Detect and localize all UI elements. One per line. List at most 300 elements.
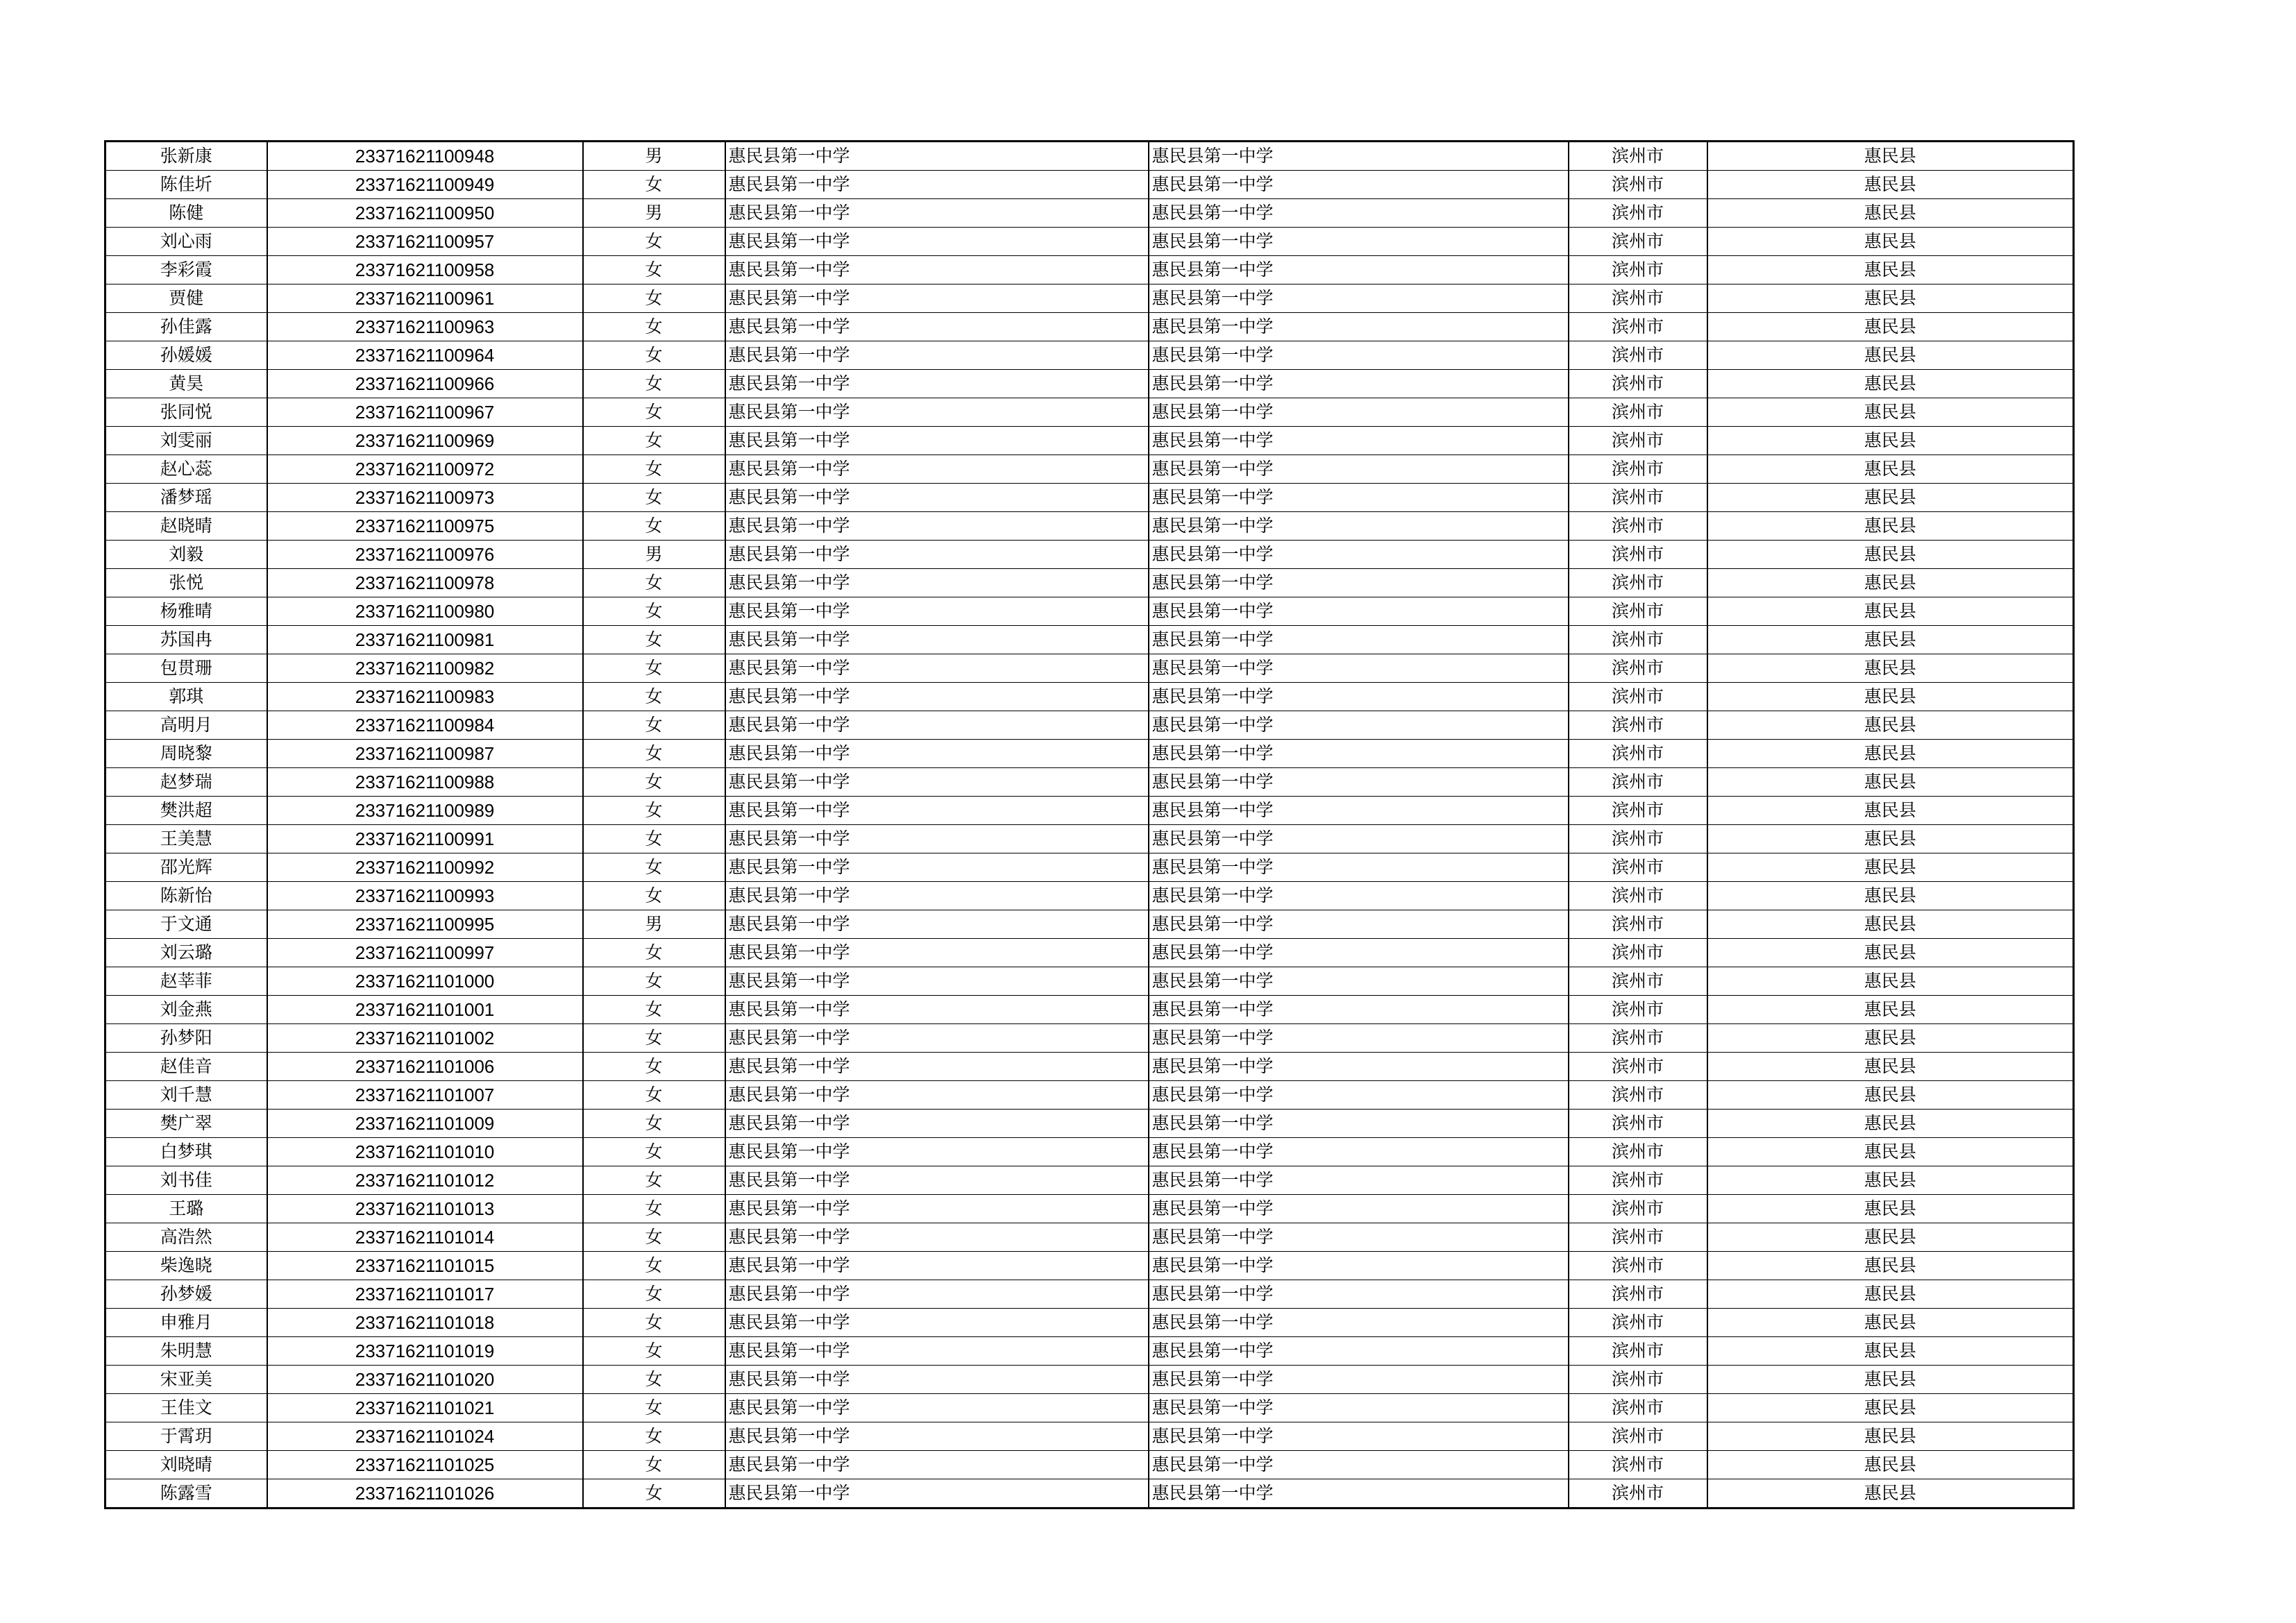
school-cell: 惠民县第一中学: [725, 853, 1149, 882]
city-cell: 滨州市: [1569, 484, 1707, 512]
registration-number-cell: 23371621100958: [267, 256, 583, 284]
table-row: [105, 427, 2074, 455]
county-cell: 惠民县: [1707, 1337, 2074, 1366]
table-row: [105, 142, 2074, 171]
county-cell: 惠民县: [1707, 1053, 2074, 1081]
student-name-cell: 刘书佳: [105, 1166, 267, 1195]
registration-number-cell: 23371621100981: [267, 626, 583, 654]
county-cell: 惠民县: [1707, 967, 2074, 996]
city-cell: 滨州市: [1569, 1223, 1707, 1252]
exam-unit-cell: 惠民县第一中学: [1149, 597, 1569, 626]
student-name-cell: 郭琪: [105, 683, 267, 711]
table-row: [105, 512, 2074, 541]
city-cell: 滨州市: [1569, 1053, 1707, 1081]
school-cell: 惠民县第一中学: [725, 484, 1149, 512]
registration-number-cell: 23371621101001: [267, 996, 583, 1024]
school-cell: 惠民县第一中学: [725, 341, 1149, 370]
exam-unit-cell: 惠民县第一中学: [1149, 1451, 1569, 1479]
student-name-cell: 赵莘菲: [105, 967, 267, 996]
county-cell: 惠民县: [1707, 1309, 2074, 1337]
table-row: [105, 939, 2074, 967]
table-row: [105, 1309, 2074, 1337]
gender-cell: 女: [583, 1394, 725, 1422]
registration-number-cell: 23371621101010: [267, 1138, 583, 1166]
school-cell: 惠民县第一中学: [725, 1479, 1149, 1509]
county-cell: 惠民县: [1707, 142, 2074, 171]
registration-number-cell: 23371621101013: [267, 1195, 583, 1223]
exam-unit-cell: 惠民县第一中学: [1149, 1053, 1569, 1081]
registration-number-cell: 23371621100988: [267, 768, 583, 797]
registration-number-cell: 23371621101026: [267, 1479, 583, 1509]
county-cell: 惠民县: [1707, 1451, 2074, 1479]
school-cell: 惠民县第一中学: [725, 1223, 1149, 1252]
gender-cell: 女: [583, 512, 725, 541]
county-cell: 惠民县: [1707, 484, 2074, 512]
exam-unit-cell: 惠民县第一中学: [1149, 1337, 1569, 1366]
city-cell: 滨州市: [1569, 398, 1707, 427]
county-cell: 惠民县: [1707, 1138, 2074, 1166]
gender-cell: 男: [583, 910, 725, 939]
school-cell: 惠民县第一中学: [725, 228, 1149, 256]
gender-cell: 女: [583, 882, 725, 910]
gender-cell: 女: [583, 256, 725, 284]
exam-unit-cell: 惠民县第一中学: [1149, 1110, 1569, 1138]
exam-unit-cell: 惠民县第一中学: [1149, 569, 1569, 597]
exam-unit-cell: 惠民县第一中学: [1149, 171, 1569, 199]
roster-table: [104, 140, 2075, 1509]
county-cell: 惠民县: [1707, 597, 2074, 626]
registration-number-cell: 23371621100976: [267, 541, 583, 569]
table-row: [105, 1479, 2074, 1509]
registration-number-cell: 23371621100989: [267, 797, 583, 825]
county-cell: 惠民县: [1707, 1166, 2074, 1195]
gender-cell: 女: [583, 1451, 725, 1479]
student-name-cell: 赵佳音: [105, 1053, 267, 1081]
student-name-cell: 柴逸晓: [105, 1252, 267, 1280]
gender-cell: 女: [583, 171, 725, 199]
city-cell: 滨州市: [1569, 256, 1707, 284]
student-name-cell: 刘毅: [105, 541, 267, 569]
gender-cell: 女: [583, 967, 725, 996]
city-cell: 滨州市: [1569, 1479, 1707, 1509]
city-cell: 滨州市: [1569, 882, 1707, 910]
student-name-cell: 张同悦: [105, 398, 267, 427]
registration-number-cell: 23371621100949: [267, 171, 583, 199]
student-name-cell: 申雅月: [105, 1309, 267, 1337]
student-name-cell: 邵光辉: [105, 853, 267, 882]
student-name-cell: 赵梦瑞: [105, 768, 267, 797]
exam-unit-cell: 惠民县第一中学: [1149, 455, 1569, 484]
table-row: [105, 1337, 2074, 1366]
school-cell: 惠民县第一中学: [725, 768, 1149, 797]
gender-cell: 女: [583, 1053, 725, 1081]
registration-number-cell: 23371621100957: [267, 228, 583, 256]
table-row: [105, 341, 2074, 370]
student-name-cell: 刘云璐: [105, 939, 267, 967]
exam-unit-cell: 惠民县第一中学: [1149, 427, 1569, 455]
county-cell: 惠民县: [1707, 626, 2074, 654]
student-name-cell: 白梦琪: [105, 1138, 267, 1166]
table-row: [105, 853, 2074, 882]
school-cell: 惠民县第一中学: [725, 541, 1149, 569]
gender-cell: 女: [583, 1024, 725, 1053]
gender-cell: 女: [583, 1195, 725, 1223]
gender-cell: 男: [583, 541, 725, 569]
exam-unit-cell: 惠民县第一中学: [1149, 541, 1569, 569]
table-row: [105, 740, 2074, 768]
city-cell: 滨州市: [1569, 1252, 1707, 1280]
student-name-cell: 陈健: [105, 199, 267, 228]
county-cell: 惠民县: [1707, 1223, 2074, 1252]
exam-unit-cell: 惠民县第一中学: [1149, 853, 1569, 882]
county-cell: 惠民县: [1707, 398, 2074, 427]
exam-unit-cell: 惠民县第一中学: [1149, 797, 1569, 825]
county-cell: 惠民县: [1707, 996, 2074, 1024]
table-row: [105, 1195, 2074, 1223]
table-row: [105, 797, 2074, 825]
county-cell: 惠民县: [1707, 740, 2074, 768]
city-cell: 滨州市: [1569, 1451, 1707, 1479]
county-cell: 惠民县: [1707, 797, 2074, 825]
registration-number-cell: 23371621100961: [267, 284, 583, 313]
registration-number-cell: 23371621100991: [267, 825, 583, 853]
registration-number-cell: 23371621100984: [267, 711, 583, 740]
county-cell: 惠民县: [1707, 313, 2074, 341]
school-cell: 惠民县第一中学: [725, 1366, 1149, 1394]
student-name-cell: 刘晓晴: [105, 1451, 267, 1479]
table-row: [105, 597, 2074, 626]
student-name-cell: 王璐: [105, 1195, 267, 1223]
student-name-cell: 刘金燕: [105, 996, 267, 1024]
registration-number-cell: 23371621101000: [267, 967, 583, 996]
school-cell: 惠民县第一中学: [725, 1309, 1149, 1337]
table-row: [105, 484, 2074, 512]
registration-number-cell: 23371621101012: [267, 1166, 583, 1195]
gender-cell: 女: [583, 683, 725, 711]
gender-cell: 女: [583, 1252, 725, 1280]
registration-number-cell: 23371621100980: [267, 597, 583, 626]
exam-unit-cell: 惠民县第一中学: [1149, 740, 1569, 768]
exam-unit-cell: 惠民县第一中学: [1149, 1252, 1569, 1280]
city-cell: 滨州市: [1569, 1337, 1707, 1366]
registration-number-cell: 23371621100969: [267, 427, 583, 455]
student-name-cell: 刘千慧: [105, 1081, 267, 1110]
registration-number-cell: 23371621100987: [267, 740, 583, 768]
school-cell: 惠民县第一中学: [725, 654, 1149, 683]
school-cell: 惠民县第一中学: [725, 569, 1149, 597]
gender-cell: 女: [583, 398, 725, 427]
student-name-cell: 陈露雪: [105, 1479, 267, 1509]
exam-unit-cell: 惠民县第一中学: [1149, 910, 1569, 939]
table-row: [105, 1081, 2074, 1110]
table-row: [105, 967, 2074, 996]
exam-unit-cell: 惠民县第一中学: [1149, 1422, 1569, 1451]
school-cell: 惠民县第一中学: [725, 967, 1149, 996]
school-cell: 惠民县第一中学: [725, 882, 1149, 910]
registration-number-cell: 23371621100993: [267, 882, 583, 910]
gender-cell: 女: [583, 1422, 725, 1451]
table-row: [105, 313, 2074, 341]
table-row: [105, 1280, 2074, 1309]
student-name-cell: 刘雯丽: [105, 427, 267, 455]
exam-unit-cell: 惠民县第一中学: [1149, 882, 1569, 910]
exam-unit-cell: 惠民县第一中学: [1149, 1024, 1569, 1053]
school-cell: 惠民县第一中学: [725, 1110, 1149, 1138]
city-cell: 滨州市: [1569, 1195, 1707, 1223]
student-name-cell: 张新康: [105, 142, 267, 171]
registration-number-cell: 23371621100992: [267, 853, 583, 882]
registration-number-cell: 23371621100997: [267, 939, 583, 967]
student-name-cell: 樊洪超: [105, 797, 267, 825]
school-cell: 惠民县第一中学: [725, 1053, 1149, 1081]
registration-number-cell: 23371621100983: [267, 683, 583, 711]
exam-unit-cell: 惠民县第一中学: [1149, 1366, 1569, 1394]
gender-cell: 女: [583, 740, 725, 768]
city-cell: 滨州市: [1569, 626, 1707, 654]
student-name-cell: 陈新怡: [105, 882, 267, 910]
student-name-cell: 赵晓晴: [105, 512, 267, 541]
registration-number-cell: 23371621100995: [267, 910, 583, 939]
city-cell: 滨州市: [1569, 1366, 1707, 1394]
gender-cell: 女: [583, 1081, 725, 1110]
exam-unit-cell: 惠民县第一中学: [1149, 967, 1569, 996]
table-row: [105, 455, 2074, 484]
registration-number-cell: 23371621101021: [267, 1394, 583, 1422]
city-cell: 滨州市: [1569, 1422, 1707, 1451]
exam-unit-cell: 惠民县第一中学: [1149, 996, 1569, 1024]
city-cell: 滨州市: [1569, 284, 1707, 313]
city-cell: 滨州市: [1569, 1138, 1707, 1166]
student-name-cell: 杨雅晴: [105, 597, 267, 626]
county-cell: 惠民县: [1707, 199, 2074, 228]
table-row: [105, 626, 2074, 654]
registration-number-cell: 23371621101020: [267, 1366, 583, 1394]
gender-cell: 女: [583, 1138, 725, 1166]
school-cell: 惠民县第一中学: [725, 455, 1149, 484]
county-cell: 惠民县: [1707, 1366, 2074, 1394]
registration-number-cell: 23371621101019: [267, 1337, 583, 1366]
student-name-cell: 张悦: [105, 569, 267, 597]
table-row: [105, 284, 2074, 313]
county-cell: 惠民县: [1707, 370, 2074, 398]
county-cell: 惠民县: [1707, 853, 2074, 882]
exam-unit-cell: 惠民县第一中学: [1149, 228, 1569, 256]
county-cell: 惠民县: [1707, 256, 2074, 284]
table-row: [105, 1166, 2074, 1195]
table-row: [105, 711, 2074, 740]
school-cell: 惠民县第一中学: [725, 683, 1149, 711]
gender-cell: 女: [583, 313, 725, 341]
county-cell: 惠民县: [1707, 768, 2074, 797]
school-cell: 惠民县第一中学: [725, 1138, 1149, 1166]
exam-unit-cell: 惠民县第一中学: [1149, 1394, 1569, 1422]
gender-cell: 女: [583, 711, 725, 740]
table-row: [105, 825, 2074, 853]
table-row: [105, 1422, 2074, 1451]
city-cell: 滨州市: [1569, 199, 1707, 228]
gender-cell: 女: [583, 996, 725, 1024]
registration-number-cell: 23371621101018: [267, 1309, 583, 1337]
county-cell: 惠民县: [1707, 1024, 2074, 1053]
exam-unit-cell: 惠民县第一中学: [1149, 626, 1569, 654]
exam-unit-cell: 惠民县第一中学: [1149, 1195, 1569, 1223]
table-row: [105, 1252, 2074, 1280]
gender-cell: 女: [583, 1110, 725, 1138]
table-row: [105, 768, 2074, 797]
student-name-cell: 刘心雨: [105, 228, 267, 256]
city-cell: 滨州市: [1569, 370, 1707, 398]
county-cell: 惠民县: [1707, 171, 2074, 199]
exam-unit-cell: 惠民县第一中学: [1149, 512, 1569, 541]
city-cell: 滨州市: [1569, 1024, 1707, 1053]
exam-unit-cell: 惠民县第一中学: [1149, 825, 1569, 853]
student-name-cell: 孙佳露: [105, 313, 267, 341]
gender-cell: 女: [583, 654, 725, 683]
student-name-cell: 高浩然: [105, 1223, 267, 1252]
school-cell: 惠民县第一中学: [725, 1422, 1149, 1451]
registration-number-cell: 23371621101007: [267, 1081, 583, 1110]
registration-number-cell: 23371621100964: [267, 341, 583, 370]
city-cell: 滨州市: [1569, 1166, 1707, 1195]
county-cell: 惠民县: [1707, 455, 2074, 484]
school-cell: 惠民县第一中学: [725, 1394, 1149, 1422]
exam-unit-cell: 惠民县第一中学: [1149, 1479, 1569, 1509]
student-name-cell: 苏国冉: [105, 626, 267, 654]
city-cell: 滨州市: [1569, 1110, 1707, 1138]
gender-cell: 女: [583, 768, 725, 797]
exam-unit-cell: 惠民县第一中学: [1149, 1309, 1569, 1337]
table-row: [105, 1451, 2074, 1479]
city-cell: 滨州市: [1569, 654, 1707, 683]
county-cell: 惠民县: [1707, 1081, 2074, 1110]
school-cell: 惠民县第一中学: [725, 171, 1149, 199]
school-cell: 惠民县第一中学: [725, 825, 1149, 853]
table-row: [105, 1110, 2074, 1138]
table-row: [105, 256, 2074, 284]
table-row: [105, 398, 2074, 427]
school-cell: 惠民县第一中学: [725, 939, 1149, 967]
gender-cell: 女: [583, 284, 725, 313]
county-cell: 惠民县: [1707, 1422, 2074, 1451]
city-cell: 滨州市: [1569, 228, 1707, 256]
gender-cell: 女: [583, 569, 725, 597]
student-name-cell: 包贯珊: [105, 654, 267, 683]
school-cell: 惠民县第一中学: [725, 996, 1149, 1024]
city-cell: 滨州市: [1569, 541, 1707, 569]
exam-unit-cell: 惠民县第一中学: [1149, 313, 1569, 341]
school-cell: 惠民县第一中学: [725, 597, 1149, 626]
gender-cell: 女: [583, 427, 725, 455]
school-cell: 惠民县第一中学: [725, 256, 1149, 284]
county-cell: 惠民县: [1707, 427, 2074, 455]
city-cell: 滨州市: [1569, 683, 1707, 711]
city-cell: 滨州市: [1569, 910, 1707, 939]
county-cell: 惠民县: [1707, 1479, 2074, 1509]
table-row: [105, 996, 2074, 1024]
exam-unit-cell: 惠民县第一中学: [1149, 654, 1569, 683]
registration-number-cell: 23371621100963: [267, 313, 583, 341]
gender-cell: 女: [583, 1280, 725, 1309]
school-cell: 惠民县第一中学: [725, 398, 1149, 427]
city-cell: 滨州市: [1569, 1394, 1707, 1422]
table-row: [105, 882, 2074, 910]
exam-unit-cell: 惠民县第一中学: [1149, 1081, 1569, 1110]
student-name-cell: 黄昊: [105, 370, 267, 398]
county-cell: 惠民县: [1707, 512, 2074, 541]
table-row: [105, 1223, 2074, 1252]
student-name-cell: 王美慧: [105, 825, 267, 853]
exam-unit-cell: 惠民县第一中学: [1149, 370, 1569, 398]
county-cell: 惠民县: [1707, 1252, 2074, 1280]
county-cell: 惠民县: [1707, 882, 2074, 910]
school-cell: 惠民县第一中学: [725, 910, 1149, 939]
student-name-cell: 王佳文: [105, 1394, 267, 1422]
city-cell: 滨州市: [1569, 768, 1707, 797]
student-name-cell: 孙媛媛: [105, 341, 267, 370]
student-name-cell: 潘梦瑶: [105, 484, 267, 512]
school-cell: 惠民县第一中学: [725, 740, 1149, 768]
table-row: [105, 683, 2074, 711]
table-row: [105, 171, 2074, 199]
exam-unit-cell: 惠民县第一中学: [1149, 683, 1569, 711]
exam-unit-cell: 惠民县第一中学: [1149, 1138, 1569, 1166]
county-cell: 惠民县: [1707, 541, 2074, 569]
gender-cell: 女: [583, 370, 725, 398]
school-cell: 惠民县第一中学: [725, 199, 1149, 228]
table-row: [105, 228, 2074, 256]
registration-number-cell: 23371621100950: [267, 199, 583, 228]
gender-cell: 女: [583, 1366, 725, 1394]
county-cell: 惠民县: [1707, 910, 2074, 939]
school-cell: 惠民县第一中学: [725, 1195, 1149, 1223]
city-cell: 滨州市: [1569, 967, 1707, 996]
gender-cell: 女: [583, 228, 725, 256]
table-row: [105, 1394, 2074, 1422]
county-cell: 惠民县: [1707, 683, 2074, 711]
student-name-cell: 赵心蕊: [105, 455, 267, 484]
gender-cell: 女: [583, 455, 725, 484]
exam-unit-cell: 惠民县第一中学: [1149, 142, 1569, 171]
registration-number-cell: 23371621101024: [267, 1422, 583, 1451]
school-cell: 惠民县第一中学: [725, 1024, 1149, 1053]
school-cell: 惠民县第一中学: [725, 370, 1149, 398]
gender-cell: 女: [583, 484, 725, 512]
exam-unit-cell: 惠民县第一中学: [1149, 341, 1569, 370]
city-cell: 滨州市: [1569, 1280, 1707, 1309]
exam-unit-cell: 惠民县第一中学: [1149, 484, 1569, 512]
school-cell: 惠民县第一中学: [725, 1280, 1149, 1309]
student-name-cell: 朱明慧: [105, 1337, 267, 1366]
exam-unit-cell: 惠民县第一中学: [1149, 1280, 1569, 1309]
registration-number-cell: 23371621101015: [267, 1252, 583, 1280]
registration-number-cell: 23371621101014: [267, 1223, 583, 1252]
city-cell: 滨州市: [1569, 797, 1707, 825]
exam-unit-cell: 惠民县第一中学: [1149, 1223, 1569, 1252]
city-cell: 滨州市: [1569, 939, 1707, 967]
table-row: [105, 569, 2074, 597]
student-name-cell: 陈佳圻: [105, 171, 267, 199]
student-name-cell: 高明月: [105, 711, 267, 740]
gender-cell: 女: [583, 626, 725, 654]
gender-cell: 男: [583, 199, 725, 228]
student-name-cell: 宋亚美: [105, 1366, 267, 1394]
student-name-cell: 贾健: [105, 284, 267, 313]
city-cell: 滨州市: [1569, 853, 1707, 882]
registration-number-cell: 23371621100972: [267, 455, 583, 484]
student-name-cell: 于文通: [105, 910, 267, 939]
table-row: [105, 1024, 2074, 1053]
city-cell: 滨州市: [1569, 171, 1707, 199]
